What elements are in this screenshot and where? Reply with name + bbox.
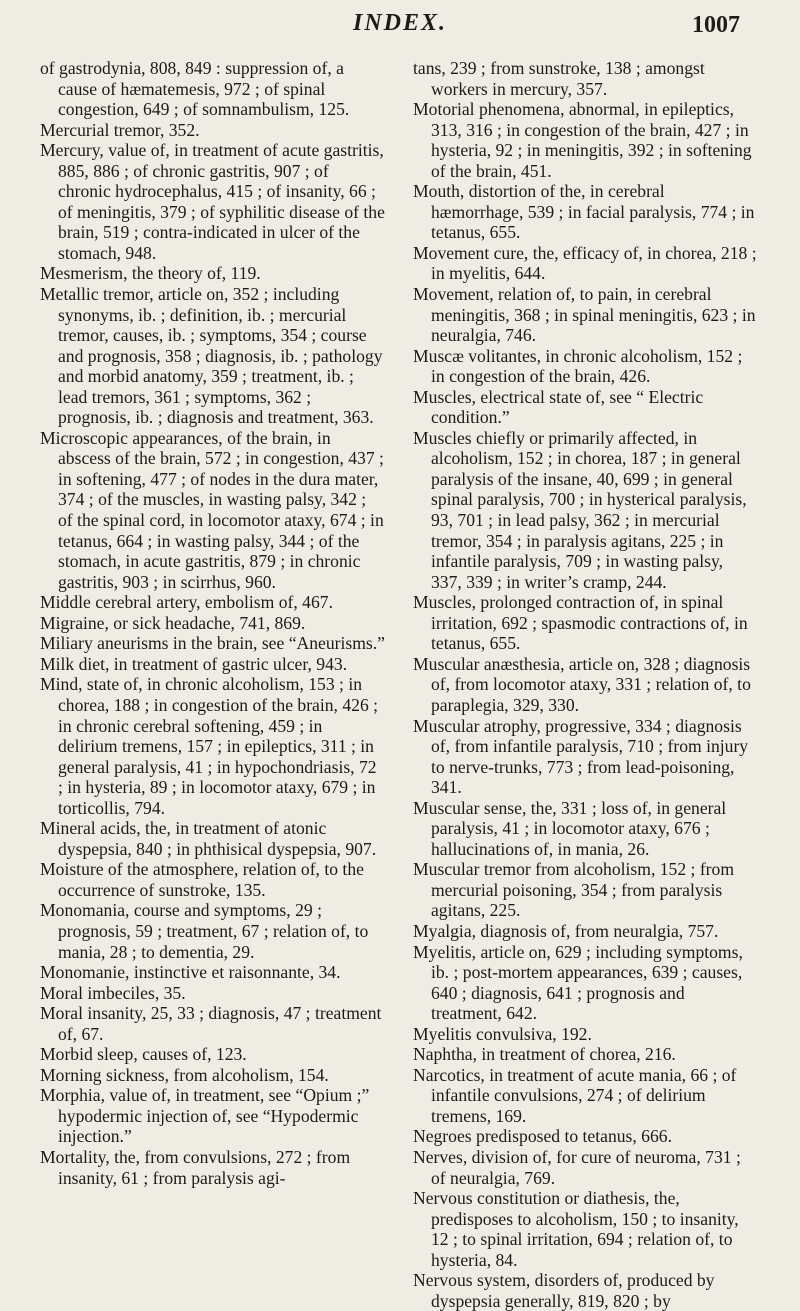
index-entry: Moral insanity, 25, 33 ; diagnosis, 47 ; treatment of, 67.: [40, 1003, 382, 1044]
index-entry: Mercurial tremor, 352.: [40, 119, 200, 140]
index-entry: Middle cerebral artery, embolism of, 467.: [40, 592, 333, 613]
index-entry: Muscular atrophy, progressive, 334 ; diagnosis of, from infantile paralysis, 710 ; from injury to nerve-trunks, 773 ; from lead-poisoning, 341.: [413, 715, 749, 798]
index-entry: Mouth, distortion of the, in cerebral hæmorrhage, 539 ; in facial paralysis, 774 ; in tetanus, 655.: [413, 181, 755, 243]
index-entry: Mercury, value of, in treatment of acute gastritis, 885, 886 ; of chronic gastritis, 907 ; of chronic hydrocephalus, 415 ; of insanity, 66 ; of meningitis, 379 ; of syphilitic disease of the brain, 519 ; contra-indicated in ulcer of the stomach, 948.: [40, 140, 385, 263]
index-entry: Milk diet, in treatment of gastric ulcer, 943.: [40, 653, 348, 674]
running-head: [0, 6, 800, 50]
index-entry: Myelitis, article on, 629 ; including symptoms, ib. ; post-mortem appearances, 639 ; causes, 640 ; diagnosis, 641 ; prognosis and treatment, 642.: [413, 941, 743, 1024]
index-entry: Movement cure, the, efficacy of, in chorea, 218 ; in myelitis, 644.: [413, 242, 757, 284]
index-entry: Morphia, value of, in treatment, see “Opium ;” hypodermic injection of, see “Hypodermic injection.”: [40, 1085, 370, 1147]
index-entry: Morning sickness, from alcoholism, 154.: [40, 1064, 329, 1085]
index-entry: Mortality, the, from convulsions, 272 ; from insanity, 61 ; from paralysis agi-: [40, 1146, 351, 1188]
page-number: 1007: [692, 12, 740, 38]
index-entry: Nerves, division of, for cure of neuroma, 731 ; of neuralgia, 769.: [413, 1146, 741, 1188]
index-entry: Muscæ volitantes, in chronic alcoholism, 152 ; in congestion of the brain, 426.: [413, 345, 743, 387]
index-entry: Muscular tremor from alcoholism, 152 ; from mercurial poisoning, 354 ; from paralysis agitans, 225.: [413, 859, 735, 921]
index-entry: Mineral acids, the, in treatment of atonic dyspepsia, 840 ; in phthisical dyspepsia, 907.: [40, 818, 377, 859]
index-entry: Movement, relation of, to pain, in cerebral meningitis, 368 ; in spinal meningitis, 623 ; in neuralgia, 746.: [413, 284, 756, 346]
index-column-left: [40, 58, 385, 1188]
index-column-right: [413, 58, 758, 1311]
index-entry: Naphtha, in treatment of chorea, 216.: [413, 1044, 676, 1065]
index-entry: Muscles chiefly or primarily affected, in alcoholism, 152 ; in chorea, 187 ; in general paralysis of the insane, 40, 699 ; in general spinal paralysis, 700 ; in hysterical paralysis, 93, 701 ; in lead palsy, 362 ; in mercurial tremor, 354 ; in paralysis agitans, 225 ; in infantile paralysis, 709 ; in wasting palsy, 337, 339 ; in writer’s cramp, 244.: [413, 427, 747, 592]
page-title: INDEX.: [352, 10, 448, 36]
index-entry: Moral imbeciles, 35.: [40, 982, 186, 1003]
index-entry: Metallic tremor, article on, 352 ; including synonyms, ib. ; definition, ib. ; mercurial tremor, causes, ib. ; symptoms, 354 ; course and prognosis, 358 ; diagnosis, ib. ; pathology and morbid anatomy, 359 ; treatment, ib. ; lead tremors, 361 ; symptoms, 362 ; prognosis, ib. ; diagnosis and treatment, 363.: [40, 284, 383, 428]
index-entry: Motorial phenomena, abnormal, in epileptics, 313, 316 ; in congestion of the brain, 427 ; in hysteria, 92 ; in meningitis, 392 ; in softening of the brain, 451.: [413, 99, 752, 181]
index-entry: Microscopic appearances, of the brain, in abscess of the brain, 572 ; in congestion, 437 ; in softening, 477 ; of nodes in the dura mater, 374 ; of the muscles, in wasting palsy, 342 ; of the spinal cord, in locomotor ataxy, 674 ; in tetanus, 664 ; in wasting palsy, 344 ; of the stomach, in acute gastritis, 879 ; in chronic gastritis, 903 ; in scirrhus, 960.: [40, 427, 384, 592]
index-entry: Myelitis convulsiva, 192.: [413, 1023, 592, 1044]
index-entry: Muscles, prolonged contraction of, in spinal irritation, 692 ; spasmodic contractions of, in tetanus, 655.: [413, 592, 748, 654]
index-entry: Muscular sense, the, 331 ; loss of, in general paralysis, 41 ; in locomotor ataxy, 676 ; hallucinations of, in mania, 26.: [413, 797, 727, 859]
index-entry: Moisture of the atmosphere, relation of, to the occurrence of sunstroke, 135.: [40, 859, 364, 900]
index-entry: tans, 239 ; from sunstroke, 138 ; amongst workers in mercury, 357.: [413, 58, 705, 99]
index-entry: Migraine, or sick headache, 741, 869.: [40, 612, 306, 633]
index-entry: Myalgia, diagnosis of, from neuralgia, 757.: [413, 920, 719, 941]
index-entry: Mind, state of, in chronic alcoholism, 153 ; in chorea, 188 ; in congestion of the brain, 426 ; in chronic cerebral softening, 459 ; in delirium tremens, 157 ; in epileptics, 311 ; in general paralysis, 41 ; in hypochondriasis, 72 ; in hysteria, 89 ; in locomotor ataxy, 679 ; in torticollis, 794.: [40, 674, 379, 818]
index-entry: Miliary aneurisms in the brain, see “Aneurisms.”: [40, 633, 385, 654]
index-entry: Monomanie, instinctive et raisonnante, 34.: [40, 962, 341, 983]
index-entry: Nervous system, disorders of, produced by dyspepsia generally, 819, 820 ; by: [413, 1270, 715, 1311]
index-entry: Narcotics, in treatment of acute mania, 66 ; of infantile convulsions, 274 ; of delirium tremens, 169.: [413, 1064, 737, 1126]
index-entry: Muscular anæsthesia, article on, 328 ; diagnosis of, from locomotor ataxy, 331 ; relation of, to paraplegia, 329, 330.: [413, 653, 751, 715]
index-entry: Morbid sleep, causes of, 123.: [40, 1044, 247, 1065]
index-entry: Muscles, electrical state of, see “ Electric condition.”: [413, 386, 704, 428]
index-entry: Mesmerism, the theory of, 119.: [40, 263, 261, 284]
index-entry: Nervous constitution or diathesis, the, predisposes to alcoholism, 150 ; to insanity, 12 ; to spinal irritation, 694 ; relation of, to hysteria, 84.: [413, 1188, 739, 1270]
index-entry: Monomania, course and symptoms, 29 ; prognosis, 59 ; treatment, 67 ; relation of, to mania, 28 ; to dementia, 29.: [40, 900, 369, 962]
index-entry: Negroes predisposed to tetanus, 666.: [413, 1126, 672, 1147]
index-entry: of gastrodynia, 808, 849 : suppression of, a cause of hæmatemesis, 972 ; of spinal congestion, 649 ; of somnambulism, 125.: [40, 58, 350, 120]
